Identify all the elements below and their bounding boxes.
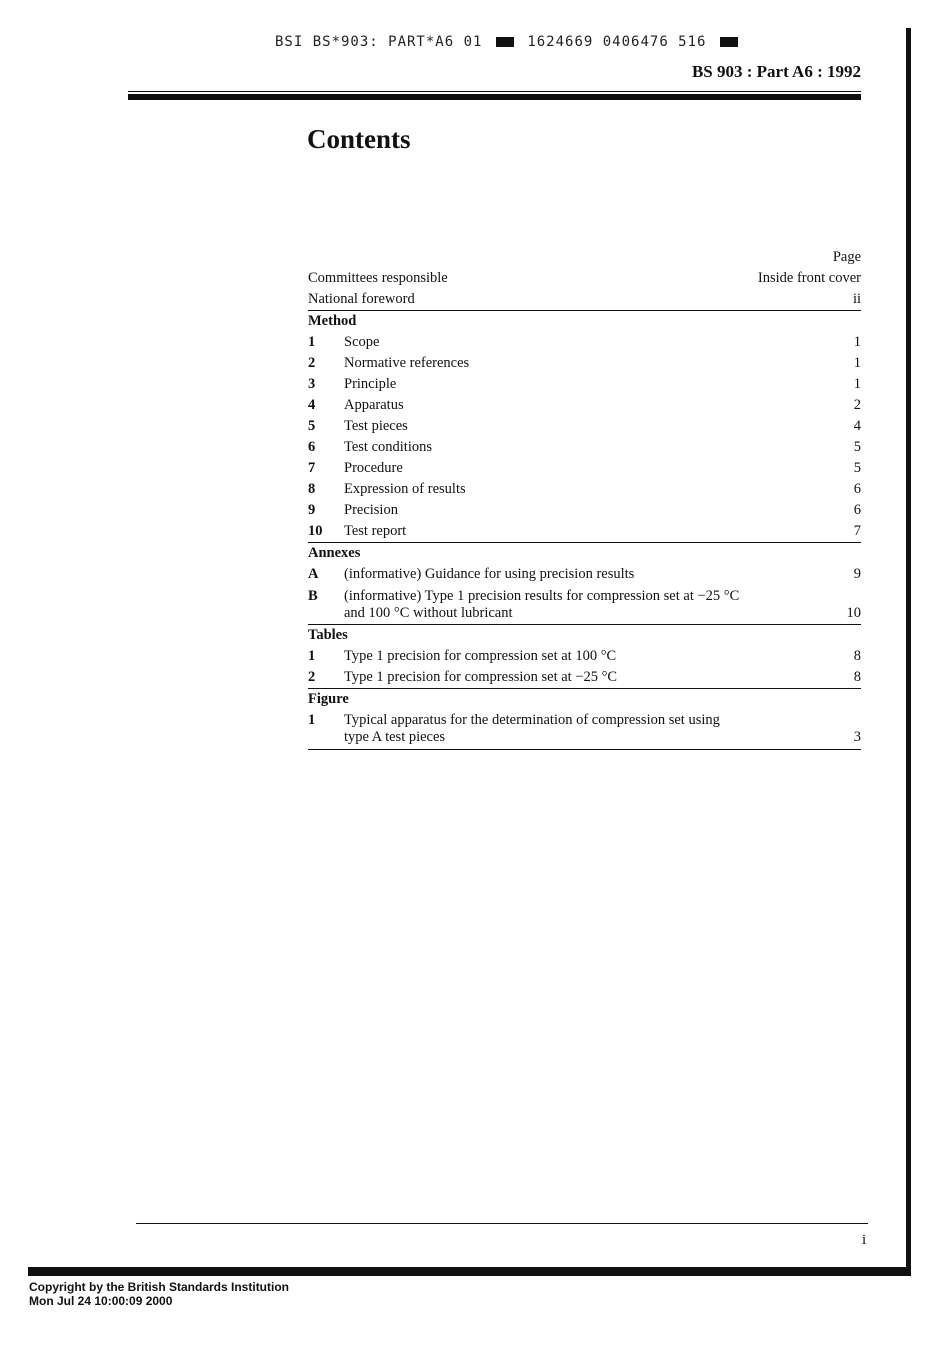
black-block-mark	[720, 37, 738, 47]
copyright-line: Copyright by the British Standards Institution	[29, 1280, 290, 1294]
toc-entry-number: 7	[308, 460, 316, 476]
toc-entry-text: Scope	[344, 334, 380, 350]
toc-entry[interactable]	[308, 479, 861, 500]
toc-entry-number: 8	[308, 481, 316, 497]
toc-entry[interactable]	[308, 437, 861, 458]
toc-entry-text: Test pieces	[344, 418, 408, 434]
toc-entry[interactable]	[308, 646, 861, 667]
toc-entry-number: B	[308, 588, 318, 604]
toc-entry-text: Type 1 precision for compression set at 100 °C	[344, 648, 617, 664]
toc-entry-text	[344, 588, 841, 622]
toc-entry-text-line2: type A test pieces	[344, 729, 446, 745]
section-heading: Tables	[308, 627, 348, 643]
toc-entry-number: 2	[308, 669, 316, 685]
toc-entry-number: 9	[308, 502, 316, 518]
toc-entry[interactable]	[308, 332, 861, 353]
toc-entry-text-line2: and 100 °C without lubricant	[344, 605, 513, 621]
header-rule	[128, 91, 861, 92]
toc-entry-text: Committees responsible	[308, 270, 448, 286]
toc-entry-text: Test conditions	[344, 439, 432, 455]
toc-entry-page: 4	[853, 418, 861, 434]
page-number: i	[862, 1232, 867, 1248]
section-heading: Figure	[308, 691, 349, 707]
toc-entry-page: 2	[853, 397, 861, 413]
toc-entry-number: 2	[308, 355, 316, 371]
toc-entry-page: 1	[853, 334, 861, 350]
toc-entry-page: 1	[853, 355, 861, 371]
scan-code-right: 1624669 0406476 516	[527, 34, 707, 50]
toc-entry-page: 8	[853, 648, 861, 664]
page-right-border	[906, 28, 911, 1276]
toc-entry-page: 8	[853, 669, 861, 685]
toc-entry-number: 5	[308, 418, 316, 434]
toc-entry[interactable]	[308, 458, 861, 479]
page-title: Contents	[307, 124, 411, 154]
toc-entry[interactable]	[308, 289, 861, 310]
toc-entry-number: 1	[308, 648, 316, 664]
toc-entry-text: National foreword	[308, 291, 415, 307]
scan-code-left: BSI BS*903: PART*A6 01	[275, 34, 483, 50]
toc-entry-text: (informative) Guidance for using precision results	[344, 566, 635, 582]
toc-entry[interactable]	[308, 585, 861, 624]
section-heading: Annexes	[308, 545, 361, 561]
header-rule-thick	[128, 94, 861, 100]
toc-entry-text: Apparatus	[344, 397, 404, 413]
toc-entry-text: Principle	[344, 376, 397, 392]
toc-entry-text: Procedure	[344, 460, 403, 476]
toc-entry-text: Expression of results	[344, 481, 466, 497]
toc-entry-number: 10	[308, 523, 323, 539]
toc-entry[interactable]	[308, 374, 861, 395]
toc-entry-text-line1: (informative) Type 1 precision results for compression set at −25 °C	[344, 588, 740, 604]
toc-entry[interactable]	[308, 667, 861, 688]
toc-entry[interactable]	[308, 353, 861, 374]
toc-entry-number: 6	[308, 439, 316, 455]
toc-entry-text: Type 1 precision for compression set at −25 °C	[344, 669, 618, 685]
toc-entry-text: Test report	[344, 523, 407, 539]
toc-entry[interactable]	[308, 521, 861, 542]
section-heading: Method	[308, 313, 357, 329]
timestamp-line: Mon Jul 24 10:00:09 2000	[29, 1294, 173, 1308]
section-divider	[308, 749, 861, 750]
toc-entry-text	[344, 712, 841, 746]
toc-entry-text-line1: Typical apparatus for the determination of compression set using	[344, 712, 720, 728]
black-block-mark	[496, 37, 514, 47]
toc-entry[interactable]	[308, 710, 861, 749]
document-reference: BS 903 : Part A6 : 1992	[691, 62, 861, 81]
toc-entry-number: 1	[308, 712, 316, 728]
bottom-border-bar	[28, 1267, 911, 1276]
toc-entry-page: 9	[853, 566, 861, 582]
toc-entry-text: Normative references	[344, 355, 470, 371]
toc-entry-page: 3	[853, 729, 861, 745]
toc-entry-page: ii	[852, 291, 861, 307]
toc-entry-number: 1	[308, 334, 316, 350]
toc-entry[interactable]	[308, 564, 861, 585]
toc-entry-number: 4	[308, 397, 316, 413]
toc-entry[interactable]	[308, 395, 861, 416]
toc-entry-number: A	[308, 566, 319, 582]
toc-entry-page: 5	[853, 439, 861, 455]
toc-entry-page: 5	[853, 460, 861, 476]
toc-entry-page: 1	[853, 376, 861, 392]
table-of-contents	[308, 247, 861, 750]
toc-entry-number: 3	[308, 376, 316, 392]
footer-rule	[136, 1223, 868, 1224]
toc-entry[interactable]	[308, 268, 861, 289]
toc-entry-page: 6	[853, 502, 861, 518]
toc-entry[interactable]	[308, 500, 861, 521]
toc-entry-page: Inside front cover	[757, 270, 861, 286]
page-column-label: Page	[832, 249, 861, 265]
copyright-notice	[29, 1280, 289, 1308]
toc-entry-page: 6	[853, 481, 861, 497]
scan-code-line	[275, 34, 742, 50]
toc-entry-page: 7	[853, 523, 861, 539]
toc-entry-page: 10	[846, 605, 861, 621]
toc-entry-text: Precision	[344, 502, 398, 518]
toc-entry[interactable]	[308, 416, 861, 437]
